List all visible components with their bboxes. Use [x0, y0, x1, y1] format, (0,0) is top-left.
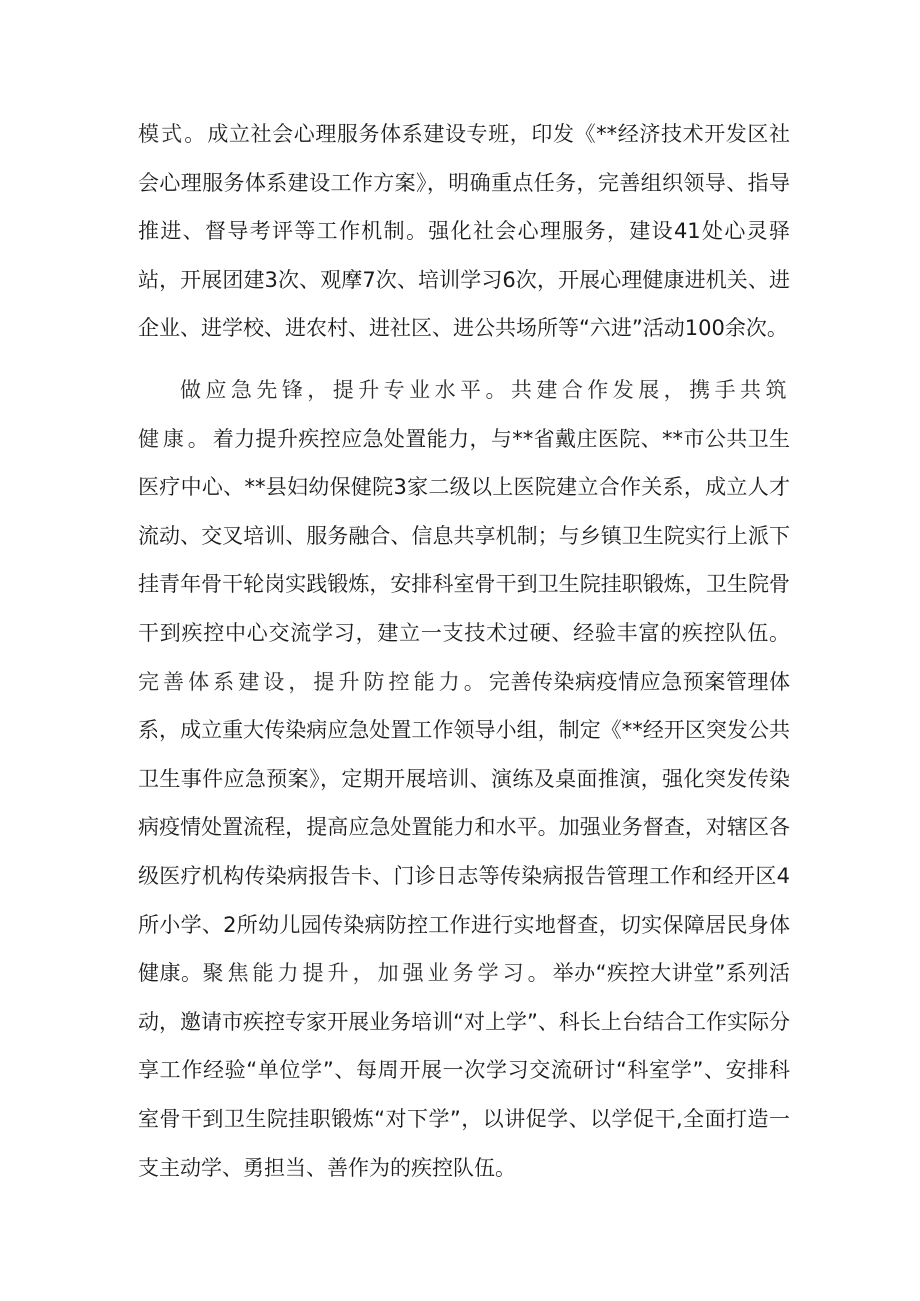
- paragraph-lead-phrase: 模式。: [138, 122, 208, 146]
- paragraph-body-text: 举办“疾控大讲堂”系列活动，邀请市疾控专家开展业务培训“对上学”、科长上台结合工作实际分享工作经验“单位学”、每周开展一次学习交流研讨“科室学”、安排科室骨干到卫生院挂职锻炼“对下学”，以讲促学、以学促干,全面打造一支主动学、勇担当、善作为的疾控队伍。: [138, 961, 791, 1180]
- section-heading-system: 完善体系建设，提升防控能力。: [138, 669, 489, 694]
- section-heading-emergency: 做应急先锋，提升专业水平。共建合作发展，携手共筑健康。: [138, 378, 790, 451]
- section-heading-learning: 聚焦能力提升，加强业务学习。: [202, 961, 553, 986]
- paragraph-body-text: 完善传染病疫情应急预案管理体系，成立重大传染病应急处置工作领导小组，制定《**经开区突发公共卫生事件应急预案》，定期开展培训、演练及桌面推演，强化突发传染病疫情处置流程，提高应急处置能力和水平。加强业务督查，对辖区各级医疗机构传染病报告卡、门诊日志等传染病报告管理工作和经开区4所小学、2所幼儿园传染病防控工作进行实地督查，切实保障居民身体健康。: [138, 669, 791, 986]
- paragraph-2: [138, 366, 790, 1192]
- paragraph-1: [138, 110, 790, 353]
- paragraph-body-text: 着力提升疾控应急处置能力，与**省戴庄医院、**市公共卫生医疗中心、**县妇幼保健院3家二级以上医院建立合作关系，成立人才流动、交叉培训、服务融合、信息共享机制；与乡镇卫生院实行上派下挂青年骨干轮岗实践锻炼，安排科室骨干到卫生院挂职锻炼，卫生院骨干到疾控中心交流学习，建立一支技术过硬、经验丰富的疾控队伍。: [138, 426, 791, 645]
- paragraph-body-text: 成立社会心理服务体系建设专班，印发《**经济技术开发区社会心理服务体系建设工作方案》，明确重点任务，完善组织领导、指导推进、督导考评等工作机制。强化社会心理服务，建设41处心灵驿站，开展团建3次、观摩7次、培训学习6次，开展心理健康进机关、进企业、进学校、进农村、进社区、进公共场所等“六进”活动100余次。: [138, 122, 790, 341]
